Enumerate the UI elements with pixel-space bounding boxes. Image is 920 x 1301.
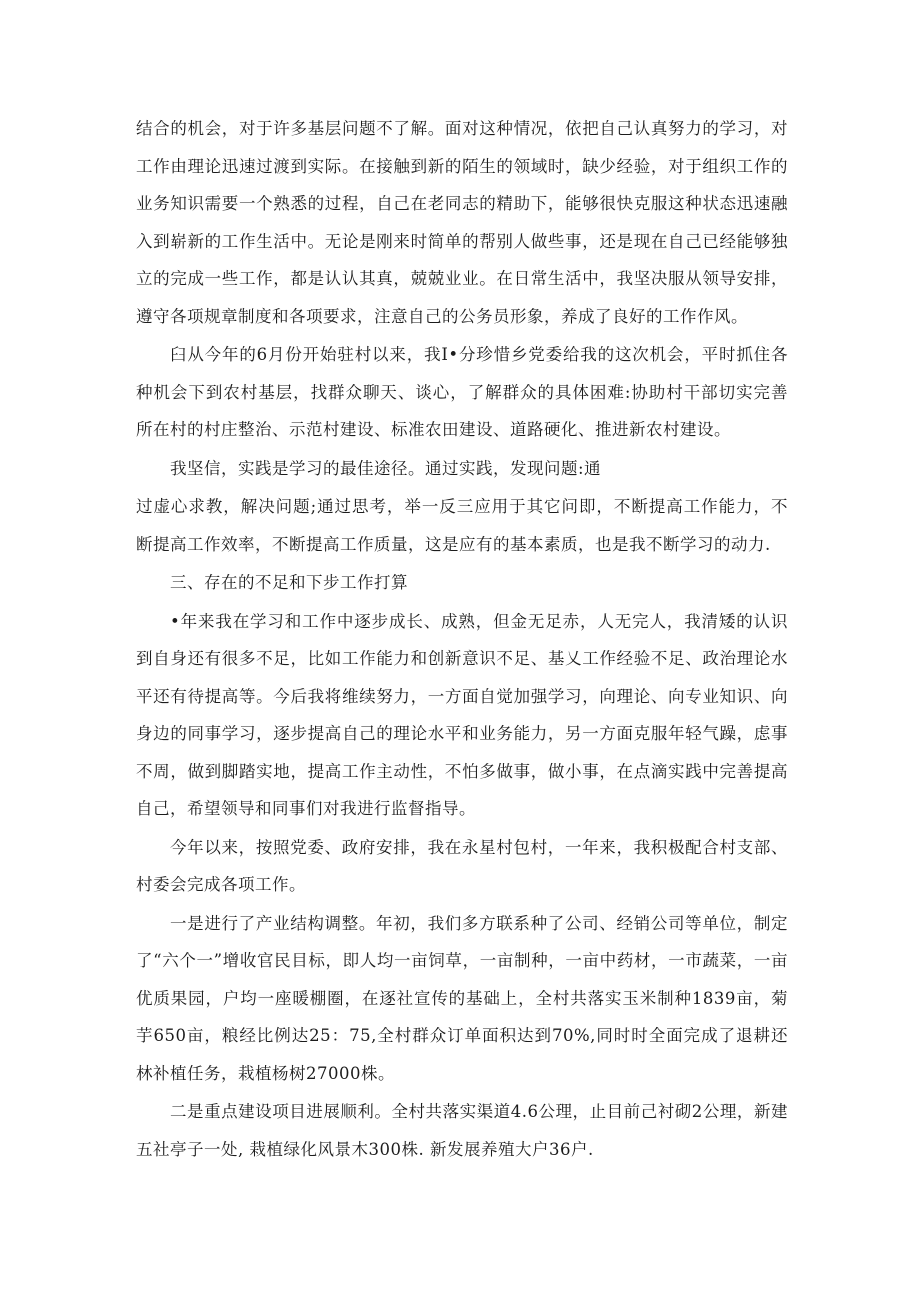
- paragraph-7: 一是进行了产业结构调整。年初，我们多方联系种了公司、经销公司等单位，制定了“六个一”增收官民目标，即人均一亩饲草，一亩制种，一亩中药材，一市蔬菜，一亩优质果园，户均一座暖棚圈，在逐社宣传的基础上，全村共落实玉米制种1839亩，菊芋650亩，粮经比例达25：75,全村群众订单面积达到70%,同时时全面完成了退耕还林补植任务，栽植杨树27000株。: [136, 913, 788, 1083]
- paragraph-2: 臼从今年的6月份开始驻村以来，我I•分珍惜乡党委给我的这次机会，平时抓住各种机会下到农村基层，找群众聊天、谈心，了解群众的具体困难:协助村干部切实完善所在村的村庄整治、示范村建设、标准农田建设、道路硬化、推进新农村建设。: [136, 345, 788, 439]
- paragraph-4: 过虚心求教，解决问题;通过思考，举一反三应用于其它问即，不断提高工作能力，不断提高工作效率，不断提高工作质量，这是应有的基本素质，也是我不断学习的动力.: [136, 497, 788, 554]
- paragraph-1: 结合的机会，对于许多基层问题不了解。面对这种情况，依把自己认真努力的学习，对工作由理论迅速过渡到实际。在接触到新的陌生的领域时，缺少经验，对于组织工作的业务知识需要一个熟悉的过程，自己在老同志的精助下，能够很快克服这种状态迅速融入到崭新的工作生活中。无论是刚来时简单的帮别人做些事，还是现在自己已经能够独立的完成一些工作，都是认认其真，兢兢业业。在日常生活中，我坚决服从领导安排，遵守各项规章制度和各项要求，注意自己的公务员形象，养成了良好的工作作风。: [136, 119, 788, 326]
- paragraph-6: 今年以来，按照党委、政府安排，我在永星村包村，一年来，我积极配合村支部、村委会完成各项工作。: [136, 837, 788, 894]
- paragraph-5: •年来我在学习和工作中逐步成长、成熟，但金无足赤，人无完人，我清矮的认识到自身还有很多不足，比如工作能力和创新意识不足、基乂工作经验不足、政治理论水平还有待提高等。今后我将维续努力，一方面自觉加强学习，向理论、向专业知识、向身边的同事学习，逐步提高自己的理论水平和业务能力，另一方面克服年轻气躁，虑事不周，做到脚踏实地，提高工作主动性，不怕多做事，做小事，在点滴实践中完善提高自己，希望领导和同事们对我进行监督指导。: [136, 611, 788, 818]
- paragraph-3: 我坚信，实践是学习的最佳途径。通过实践，发现问题:通: [170, 458, 602, 478]
- paragraph-8: 二是重点建设项目进展顺利。全村共落实渠道4.6公理，止目前己衬砌2公理，新建五社亭子一处, 栽植绿化风景木300株. 新发展养殖大户36户.: [136, 1102, 788, 1159]
- document-body: [136, 110, 788, 1168]
- section-heading: 三、存在的不足和下步工作打算: [170, 573, 408, 592]
